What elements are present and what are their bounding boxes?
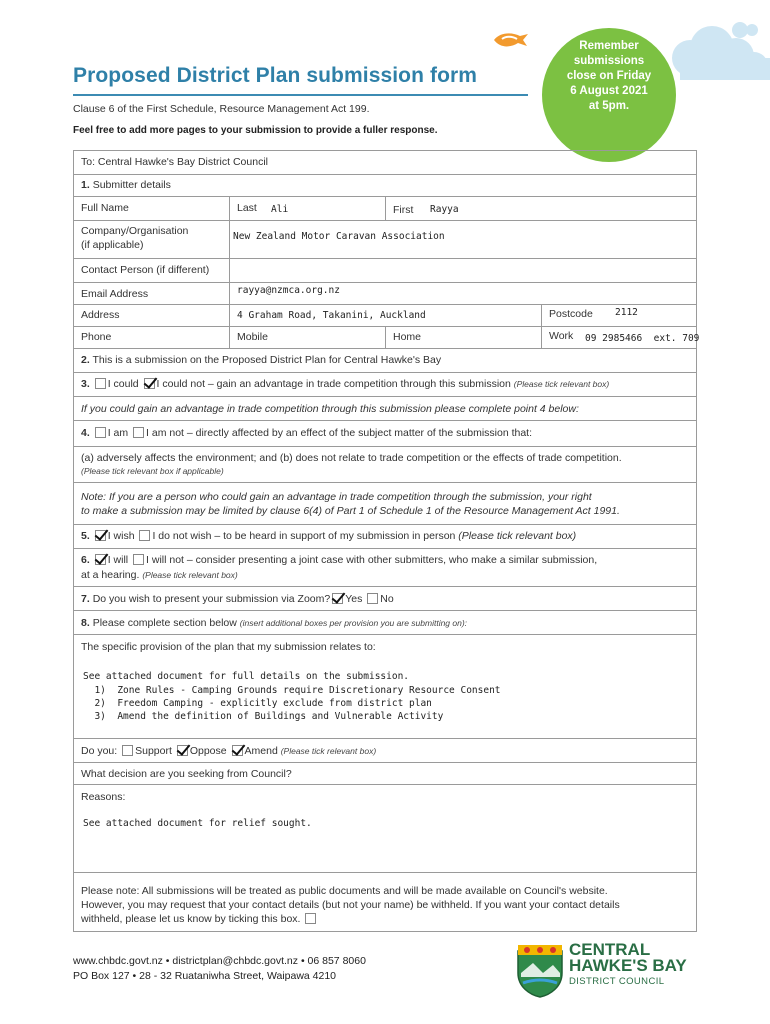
amend-checkbox[interactable] [232,745,243,756]
am-not-checkbox[interactable] [133,427,144,438]
council-line-1: CENTRAL [569,940,651,959]
oppose-checkbox[interactable] [177,745,188,756]
phone-label: Phone [81,331,112,343]
s8-text: Please complete section below [92,617,237,629]
badge-line-3: close on Friday [566,69,652,82]
work-phone-field[interactable]: 09 2985466 ext. 709 [585,333,700,344]
not-wish-label: I do not wish – to be heard in support of my submission in person [152,530,456,542]
address-row [74,305,696,327]
council-line-2: HAWKE'S BAY [569,956,687,975]
section-1-header [74,175,696,197]
s5-number: 5. [81,530,90,542]
section-6-row [74,549,696,587]
s3-note: If you could gain an advantage in trade competition through this submission please complete point 4 below: [81,403,579,415]
will-label: I will [107,554,129,566]
please-note-line-2: However, you may request that your contact details (but not your name) be withheld. If you want your contact details [81,899,620,911]
s1-title: Submitter details [92,179,171,191]
will-not-label: I will not – consider presenting a joint case with other submitters, who make a similar submission, [146,554,598,566]
council-subtitle: DISTRICT COUNCIL [569,976,665,987]
could-not-checkbox[interactable] [144,378,155,389]
s1-number: 1. [81,179,90,191]
provision-line-3[interactable]: 2) Freedom Camping - explicitly exclude from district plan [83,698,432,709]
please-note-row [74,873,696,931]
s7-text: Do you wish to present your submission via Zoom? [92,593,331,605]
company-label-sub: (if applicable) [81,239,144,251]
s8-note: (insert additional boxes per provision you are submitting on): [239,618,468,628]
do-you-row [74,739,696,763]
page-title: Proposed District Plan submission form [73,64,478,87]
submission-form [73,150,700,932]
council-name [569,942,687,974]
do-you-tick-note: (Please tick relevant box) [280,746,377,756]
provision-line-4[interactable]: 3) Amend the definition of Buildings and Vulnerable Activity [83,711,444,722]
reasons-field[interactable]: See attached document for relief sought. [83,818,312,829]
s4-number: 4. [81,427,90,439]
am-checkbox[interactable] [95,427,106,438]
feel-free-text: Feel free to add more pages to your submission to provide a fuller response. [73,125,438,136]
s6-tick-note: (Please tick relevant box) [142,570,238,580]
zoom-no-checkbox[interactable] [367,593,378,604]
s6-number: 6. [81,554,90,566]
could-label: I could [107,378,139,390]
clause-text: Clause 6 of the First Schedule, Resource Management Act 199. [73,103,370,115]
s2-text: This is a submission on the Proposed District Plan for Central Hawke's Bay [92,354,442,366]
not-wish-checkbox[interactable] [139,530,150,541]
could-not-label: I could not – gain an advantage in trade competition through this submission [156,378,511,390]
s4-tick-note: (Please tick relevant box if applicable) [81,466,224,476]
amend-label: Amend [244,745,278,757]
provision-line-1[interactable]: See attached document for full details on the submission. [83,671,410,682]
phone-row [74,327,700,349]
zoom-yes-checkbox[interactable] [332,593,343,604]
oppose-label: Oppose [189,745,227,757]
email-field[interactable]: rayya@nzmca.org.nz [237,285,340,296]
wish-label: I wish [107,530,135,542]
will-checkbox[interactable] [95,554,106,565]
wish-checkbox[interactable] [95,530,106,541]
title-rule [73,94,528,96]
note-line-2: to make a submission may be limited by clause 6(4) of Part 1 of Schedule 1 of the Resource Management Act 1991. [81,505,620,517]
reasons-row [74,785,696,873]
postcode-field[interactable]: 2112 [615,307,638,318]
withhold-checkbox[interactable] [305,913,316,924]
clouds-icon [660,18,770,98]
badge-line-5: at 5pm. [588,99,630,112]
address-field[interactable]: 4 Graham Road, Takanini, Auckland [237,310,426,321]
s4a-text: (a) adversely affects the environment; and (b) does not relate to trade competition or the effects of trade competition. [81,452,622,464]
s8-number: 8. [81,617,90,629]
section-4a-row [74,447,696,483]
company-row [74,221,696,259]
decision-row [74,763,696,785]
zoom-no-label: No [380,593,394,605]
please-note-line-3: withheld, please let us know by ticking this box. [81,913,301,925]
note-row [74,483,696,525]
could-checkbox[interactable] [95,378,106,389]
footer-contact [73,954,366,984]
am-label: I am [107,427,129,439]
section-3-note-row [74,397,696,421]
to-row [74,151,696,175]
s5-tick-note: (Please tick relevant box) [458,530,577,542]
last-name-label: Last [237,202,257,214]
zoom-yes-label: Yes [345,593,363,605]
section-5-row [74,525,696,549]
to-label: To: Central Hawke's Bay District Council [81,156,268,168]
s2-number: 2. [81,354,90,366]
email-label: Email Address [81,288,149,300]
s3-number: 3. [81,378,90,390]
note-line-1: Note: If you are a person who could gain an advantage in trade competition through the submission, your right [81,491,592,503]
first-name-field[interactable]: Rayya [430,204,459,215]
do-you-label: Do you: [81,745,118,757]
council-crest-icon [515,943,565,998]
will-not-checkbox[interactable] [133,554,144,565]
bird-logo-icon [490,28,530,54]
am-not-label: I am not – directly affected by an effect of the subject matter of the submission that: [146,427,533,439]
full-name-row [74,197,696,221]
footer-line-2: PO Box 127 • 28 - 32 Ruataniwha Street, Waipawa 4210 [73,970,337,982]
contact-row [74,259,696,283]
mobile-label: Mobile [237,331,268,343]
section-8-row [74,611,696,635]
section-4-row [74,421,696,447]
please-note-line-1: Please note: All submissions will be treated as public documents and will be made available on Council's website. [81,885,608,897]
section-3-row [74,373,696,397]
s6-line-2: at a hearing. [81,569,140,581]
provision-row [74,635,696,739]
full-name-label: Full Name [81,202,129,214]
first-name-label: First [393,204,414,216]
badge-line-4: 6 August 2021 [570,84,648,97]
contact-label: Contact Person (if different) [81,264,210,276]
last-name-field[interactable]: Ali [271,204,289,215]
company-label: Company/Organisation [81,225,189,237]
decision-label: What decision are you seeking from Council? [81,768,292,780]
support-checkbox[interactable] [122,745,133,756]
home-label: Home [393,331,422,343]
footer-line-1: www.chbdc.govt.nz • districtplan@chbdc.govt.nz • 06 857 8060 [73,955,366,967]
s3-tick-note: (Please tick relevant box) [513,379,610,389]
company-field[interactable]: New Zealand Motor Caravan Association [233,231,445,242]
email-row [74,283,696,305]
s7-number: 7. [81,593,90,605]
address-label: Address [81,309,120,321]
provision-line-2[interactable]: 1) Zone Rules - Camping Grounds require Discretionary Resource Consent [83,685,501,696]
provision-label: The specific provision of the plan that my submission relates to: [81,641,376,653]
deadline-badge [542,28,676,162]
section-2-row [74,349,696,373]
support-label: Support [135,745,172,757]
reasons-label: Reasons: [81,791,126,803]
section-7-row [74,587,696,611]
badge-line-2: submissions [573,54,645,67]
badge-line-1: Remember [579,39,639,52]
postcode-label: Postcode [549,308,593,320]
work-label: Work [549,330,574,342]
